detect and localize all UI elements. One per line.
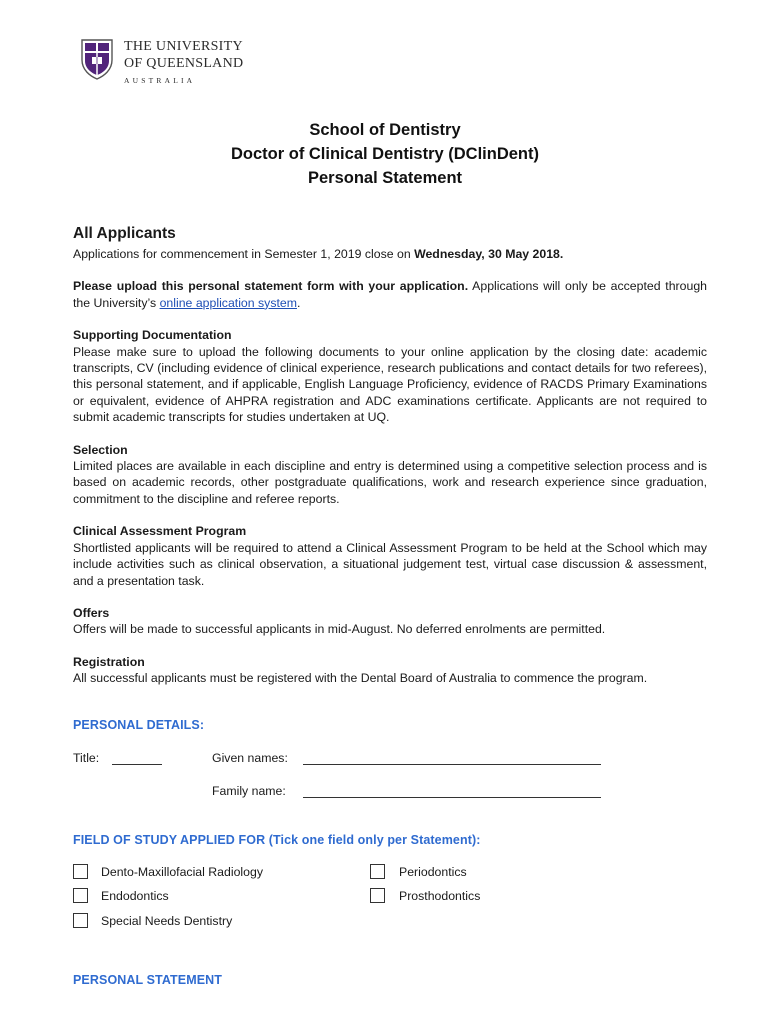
checkbox-periodontics[interactable] [370,864,385,879]
upload-end: . [296,295,301,310]
option-endodontics: Endodontics [101,889,169,903]
registration-heading: Registration [73,654,145,669]
checkbox-special-needs-dentistry[interactable] [73,913,88,928]
title-line-2: Doctor of Clinical Dentistry (DClinDent) [230,145,539,163]
offers-heading: Offers [73,605,110,620]
all-applicants-heading: All Applicants [73,225,176,242]
option-periodontics: Periodontics [399,865,467,879]
checkbox-prosthodontics[interactable] [370,888,385,903]
given-names-label: Given names: [212,751,288,765]
title-label: Title: [73,751,100,765]
title-field[interactable] [112,764,162,765]
selection-heading: Selection [73,442,128,457]
document-title [0,118,770,190]
checkbox-dento-maxillofacial-radiology[interactable] [73,864,88,879]
personal-details-heading: PERSONAL DETAILS: [73,718,205,732]
logo-line-2: OF QUEENSLAND [124,56,244,71]
online-application-link[interactable]: online application system [159,295,297,310]
intro-text: Applications for commencement in Semester 1, 2019 close on [73,247,415,261]
intro-paragraph [73,246,707,262]
selection-text: Limited places are available in each discipline and entry is determined using a competitive selection process and is based on academic records, other postgraduate qualifications, work and research experience since graduation, commitment to the discipline and referee reports. [73,459,707,506]
logo-line-1: THE UNIVERSITY [124,39,243,54]
family-name-field[interactable] [303,797,601,798]
option-prosthodontics: Prosthodontics [399,889,481,903]
title-line-3: Personal Statement [307,169,463,187]
offers-text: Offers will be made to successful applicants in mid-August. No deferred enrolments are permitted. [73,622,606,637]
option-dento-maxillofacial-radiology: Dento-Maxillofacial Radiology [101,865,263,879]
upload-paragraph [73,278,707,311]
clinical-text: Shortlisted applicants will be required to attend a Clinical Assessment Program to be held at the School which may include activities such as clinical observation, a situational judgement test, virtual case discussion & assessment, and a presentation task. [73,540,707,588]
closing-date: Wednesday, 30 May 2018. [414,247,564,261]
field-of-study-heading: FIELD OF STUDY APPLIED FOR (Tick one field only per Statement): [73,833,481,847]
logo-line-3: AUSTRALIA [124,76,196,85]
family-name-label: Family name: [212,784,286,798]
personal-statement-heading: PERSONAL STATEMENT [73,973,223,987]
upload-text: Applications will only be accepted through the University’s [73,279,707,310]
supporting-heading: Supporting Documentation [73,328,232,343]
title-line-1: School of Dentistry [309,121,461,139]
supporting-text: Please make sure to upload the following documents to your online application by the closing date: academic transcripts, CV (including evidence of clinical experience, research publications and contact details for two referees), this personal statement, and if applicable, English Language Proficiency, evidence of RACDS Primary Examinations or equivalent, evidence of AHPRA registration and ADC examinations certificate. Applicants are not required to submit academic transcripts for studies undertaken at UQ. [73,344,707,425]
clinical-heading: Clinical Assessment Program [73,524,247,539]
crest-icon [80,38,114,80]
instructions-section [73,224,707,687]
option-special-needs-dentistry: Special Needs Dentistry [101,914,233,928]
given-names-field[interactable] [303,764,601,765]
university-logo [80,38,260,90]
checkbox-endodontics[interactable] [73,888,88,903]
upload-instruction: Please upload this personal statement form with your application. [73,279,469,294]
registration-text: All successful applicants must be registered with the Dental Board of Australia to commence the program. [73,671,648,686]
